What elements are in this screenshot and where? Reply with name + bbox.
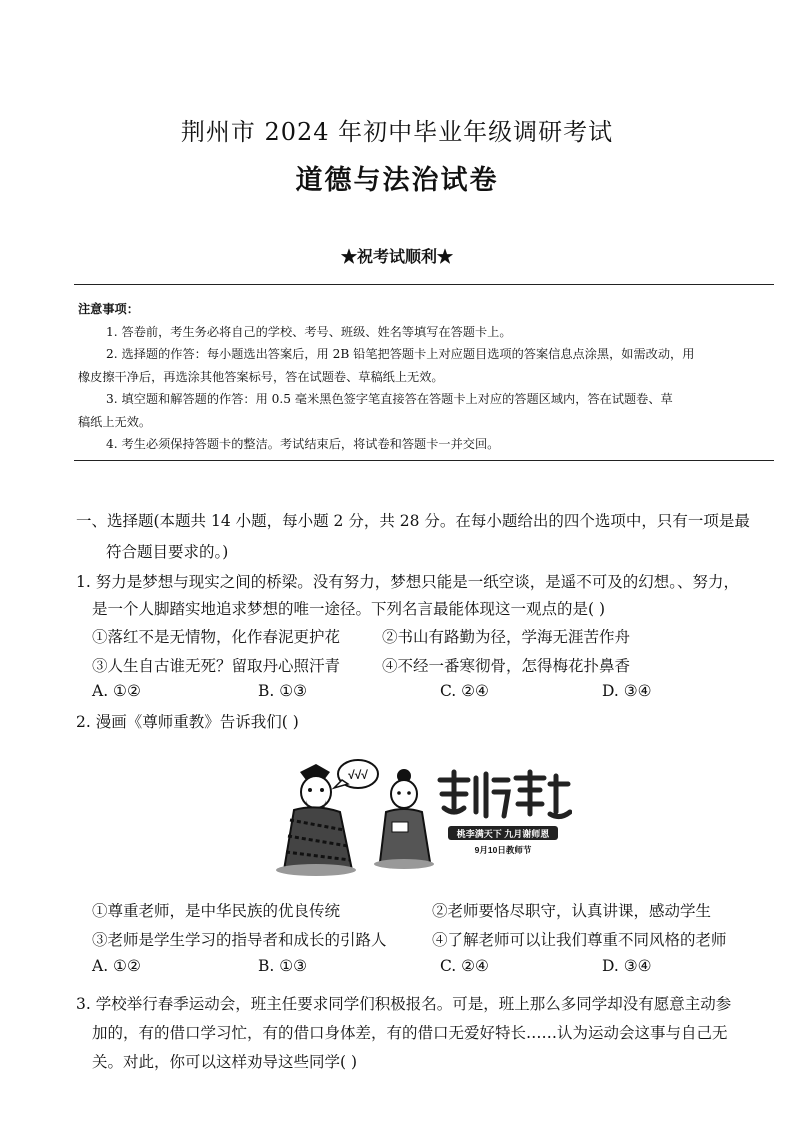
instruction-item: 4. 考生必须保持答题卡的整洁。考试结束后，将试卷和答题卡一并交回。 (106, 437, 500, 451)
q1-statement-4: ④不经一番寒彻骨，怎得梅花扑鼻香 (382, 657, 631, 675)
q1-stem-line1: 1. 努力是梦想与现实之间的桥梁。没有努力，梦想只能是一纸空谈，是遥不可及的幻想。、努力， (76, 573, 739, 591)
q2-statement-2: ②老师要恪尽职守，认真讲课，感动学生 (432, 902, 712, 920)
bottom-divider (74, 460, 774, 461)
q1-option-b: B. ①③ (258, 682, 308, 700)
instruction-item: 3. 填空题和解答题的作答：用 0.5 毫米黑色签字笔直接答在答题卡上对应的答题区域内，答在试题卷、草 (106, 392, 673, 406)
q1-statement-1: ①落红不是无情物，化作春泥更护花 (92, 628, 341, 646)
q2-stem: 2. 漫画《尊师重教》告诉我们( ) (76, 713, 299, 731)
instruction-item: 1. 答卷前，考生务必将自己的学校、考号、班级、姓名等填写在答题卡上。 (106, 324, 512, 339)
q1-stem-line2: 是一个人脚踏实地追求梦想的唯一途径。下列名言最能体现这一观点的是( ) (92, 600, 606, 618)
q2-option-c: C. ②④ (440, 957, 489, 975)
q2-statement-1: ①尊重老师，是中华民族的优良传统 (92, 902, 341, 920)
q1-statement-3: ③人生自古谁无死？留取丹心照汗青 (92, 657, 341, 675)
cartoon-teacher-respect (272, 750, 572, 880)
q1-option-d: D. ③④ (602, 682, 652, 700)
cartoon-illustration (272, 750, 572, 880)
instruction-item: 2. 选择题的作答：每小题选出答案后，用 2B 铅笔把答题卡上对应题目选项的答案信息点涂黑，如需改动，用 (106, 347, 695, 361)
q3-stem-line1: 3. 学校举行春季运动会，班主任要求同学们积极报名。可是，班上那么多同学却没有愿意主动参 (76, 995, 732, 1013)
top-divider (74, 284, 774, 285)
instruction-item-cont: 稿纸上无效。 (78, 414, 152, 429)
cartoon-caption: 9月10日教师节 (474, 845, 532, 855)
exam-subject: 道德与法治试卷 (295, 165, 499, 196)
q1-option-c: C. ②④ (440, 682, 489, 700)
good-luck-line: ★祝考试顺利★ (340, 247, 453, 266)
q2-option-d: D. ③④ (602, 957, 652, 975)
q3-stem-line2: 加的，有的借口学习忙，有的借口身体差，有的借口无爱好特长……认为运动会这事与自己无 (92, 1024, 728, 1042)
instructions (78, 298, 768, 456)
q2-option-b: B. ①③ (258, 957, 308, 975)
q3-stem-line3: 关。对此，你可以这样劝导这些同学( ) (92, 1053, 358, 1071)
q2-option-a: A. ①② (92, 957, 141, 975)
section-heading-line2: 符合题目要求的。) (106, 543, 229, 561)
instructions-heading: 注意事项： (78, 302, 139, 316)
section-heading-line1: 一、选择题(本题共 14 小题，每小题 2 分，共 28 分。在每小题给出的四个选项中，只有一项是最 (76, 512, 750, 530)
exam-title: 荆州市 2024 年初中毕业年级调研考试 (180, 118, 614, 146)
q1-statement-2: ②书山有路勤为径，学海无涯苦作舟 (382, 628, 631, 646)
q1-option-a: A. ①② (92, 682, 141, 700)
svg-text:√√√: √√√ (348, 768, 368, 782)
instruction-item-cont: 橡皮擦干净后，再选涂其他答案标号，答在试题卷、草稿纸上无效。 (78, 369, 444, 384)
cartoon-banner-text: 桃李满天下 九月谢师恩 (456, 829, 550, 839)
q2-statement-3: ③老师是学生学习的指导者和成长的引路人 (92, 931, 387, 949)
q2-statement-4: ④了解老师可以让我们尊重不同风格的老师 (432, 931, 727, 949)
